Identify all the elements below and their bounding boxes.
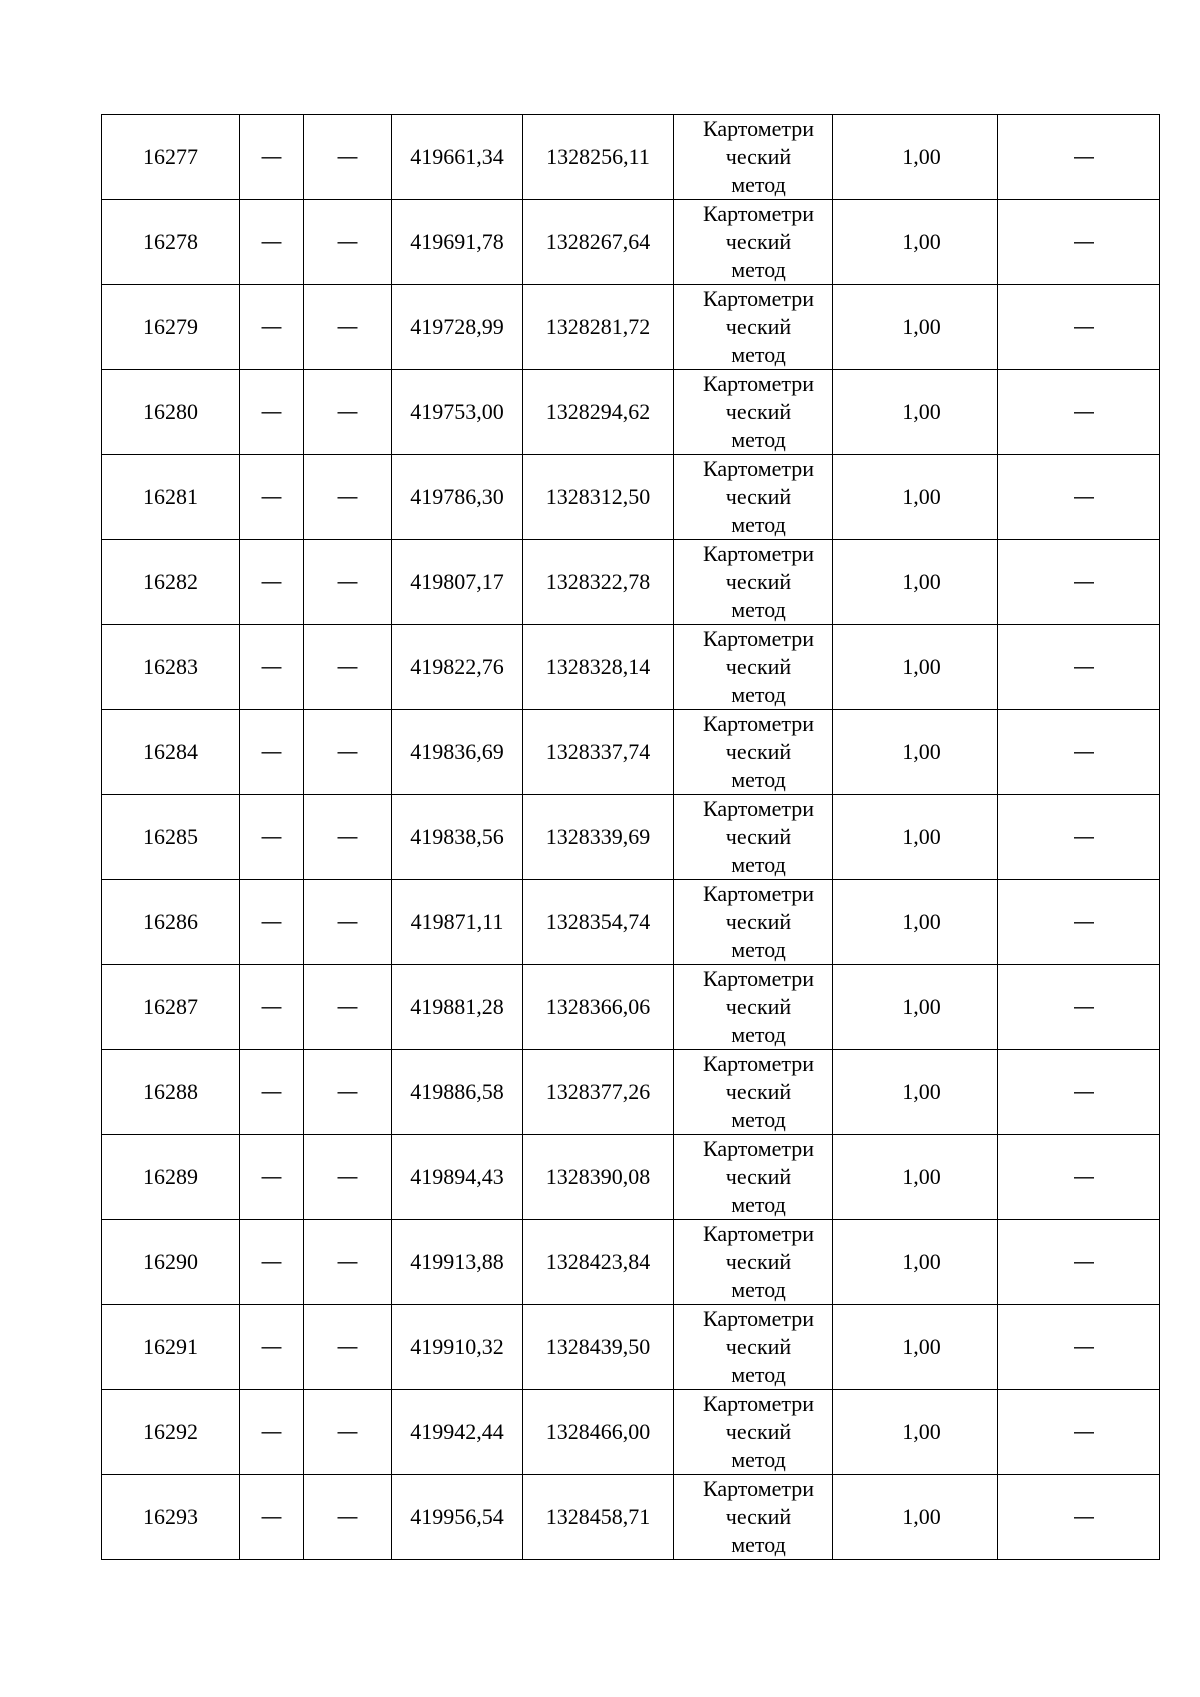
- method-text-line: Картометри: [702, 626, 815, 651]
- point-number-cell: 16291: [102, 1305, 240, 1390]
- method-cell: [674, 880, 833, 965]
- coordinates-table: [101, 114, 1160, 1560]
- y-coordinate-cell: 1328337,74: [523, 710, 674, 795]
- point-number-cell: 16278: [102, 200, 240, 285]
- precision-cell: 1,00: [833, 370, 998, 455]
- empty-value-cell: —: [304, 370, 392, 455]
- empty-value-cell: —: [304, 1390, 392, 1475]
- method-text-line: ческий: [725, 1419, 792, 1444]
- method-text-line: метод: [731, 512, 786, 537]
- point-number-cell: 16289: [102, 1135, 240, 1220]
- empty-value-cell: —: [240, 795, 304, 880]
- method-text-line: метод: [731, 342, 786, 367]
- x-coordinate-cell: 419871,11: [392, 880, 523, 965]
- method-text-line: ческий: [725, 569, 792, 594]
- empty-value-cell: —: [304, 1135, 392, 1220]
- empty-value-cell: —: [240, 455, 304, 540]
- precision-cell: 1,00: [833, 455, 998, 540]
- empty-value-cell: —: [998, 115, 1160, 200]
- point-number-cell: 16284: [102, 710, 240, 795]
- table-row: [102, 965, 1160, 1050]
- method-text-line: метод: [731, 1107, 786, 1132]
- method-text-line: метод: [731, 257, 786, 282]
- method-text-line: Картометри: [702, 1391, 815, 1416]
- method-text-line: Картометри: [702, 456, 815, 481]
- precision-cell: 1,00: [833, 625, 998, 710]
- y-coordinate-cell: 1328458,71: [523, 1475, 674, 1560]
- method-cell: [674, 795, 833, 880]
- empty-value-cell: —: [304, 1050, 392, 1135]
- point-number-cell: 16287: [102, 965, 240, 1050]
- method-text-line: ческий: [725, 229, 792, 254]
- empty-value-cell: —: [998, 1475, 1160, 1560]
- point-number-cell: 16285: [102, 795, 240, 880]
- y-coordinate-cell: 1328439,50: [523, 1305, 674, 1390]
- empty-value-cell: —: [240, 965, 304, 1050]
- x-coordinate-cell: 419753,00: [392, 370, 523, 455]
- method-cell: [674, 200, 833, 285]
- method-text-line: Картометри: [702, 286, 815, 311]
- y-coordinate-cell: 1328423,84: [523, 1220, 674, 1305]
- method-cell: [674, 370, 833, 455]
- empty-value-cell: —: [304, 1220, 392, 1305]
- point-number-cell: 16279: [102, 285, 240, 370]
- method-text-line: метод: [731, 427, 786, 452]
- empty-value-cell: —: [998, 200, 1160, 285]
- empty-value-cell: —: [240, 1220, 304, 1305]
- method-text-line: ческий: [725, 824, 792, 849]
- method-text-line: ческий: [725, 1504, 792, 1529]
- y-coordinate-cell: 1328294,62: [523, 370, 674, 455]
- empty-value-cell: —: [304, 880, 392, 965]
- method-cell: [674, 1220, 833, 1305]
- x-coordinate-cell: 419661,34: [392, 115, 523, 200]
- empty-value-cell: —: [240, 1305, 304, 1390]
- empty-value-cell: —: [998, 880, 1160, 965]
- empty-value-cell: —: [998, 1135, 1160, 1220]
- empty-value-cell: —: [240, 1475, 304, 1560]
- method-text-line: Картометри: [702, 966, 815, 991]
- method-text-line: ческий: [725, 1334, 792, 1359]
- empty-value-cell: —: [304, 455, 392, 540]
- method-text-line: метод: [731, 1277, 786, 1302]
- empty-value-cell: —: [240, 1390, 304, 1475]
- empty-value-cell: —: [998, 1390, 1160, 1475]
- point-number-cell: 16280: [102, 370, 240, 455]
- empty-value-cell: —: [998, 1050, 1160, 1135]
- precision-cell: 1,00: [833, 115, 998, 200]
- y-coordinate-cell: 1328328,14: [523, 625, 674, 710]
- x-coordinate-cell: 419786,30: [392, 455, 523, 540]
- table-row: [102, 455, 1160, 540]
- table-row: [102, 1135, 1160, 1220]
- precision-cell: 1,00: [833, 880, 998, 965]
- method-text-line: Картометри: [702, 1051, 815, 1076]
- method-text-line: Картометри: [702, 541, 815, 566]
- table-row: [102, 1475, 1160, 1560]
- method-text-line: метод: [731, 1022, 786, 1047]
- method-text-line: метод: [731, 1532, 786, 1557]
- method-text-line: Картометри: [702, 1306, 815, 1331]
- empty-value-cell: —: [304, 540, 392, 625]
- empty-value-cell: —: [998, 795, 1160, 880]
- empty-value-cell: —: [240, 200, 304, 285]
- method-cell: [674, 1305, 833, 1390]
- empty-value-cell: —: [240, 285, 304, 370]
- table-row: [102, 795, 1160, 880]
- method-text-line: метод: [731, 172, 786, 197]
- method-text-line: Картометри: [702, 796, 815, 821]
- method-text-line: метод: [731, 937, 786, 962]
- point-number-cell: 16282: [102, 540, 240, 625]
- x-coordinate-cell: 419807,17: [392, 540, 523, 625]
- empty-value-cell: —: [998, 370, 1160, 455]
- empty-value-cell: —: [240, 370, 304, 455]
- method-text-line: Картометри: [702, 881, 815, 906]
- x-coordinate-cell: 419886,58: [392, 1050, 523, 1135]
- method-text-line: Картометри: [702, 116, 815, 141]
- table-row: [102, 285, 1160, 370]
- empty-value-cell: —: [998, 965, 1160, 1050]
- point-number-cell: 16292: [102, 1390, 240, 1475]
- method-cell: [674, 965, 833, 1050]
- method-cell: [674, 710, 833, 795]
- table-row: [102, 540, 1160, 625]
- method-text-line: ческий: [725, 484, 792, 509]
- table-row: [102, 1220, 1160, 1305]
- precision-cell: 1,00: [833, 200, 998, 285]
- empty-value-cell: —: [304, 625, 392, 710]
- method-text-line: метод: [731, 852, 786, 877]
- method-cell: [674, 1390, 833, 1475]
- empty-value-cell: —: [240, 115, 304, 200]
- precision-cell: 1,00: [833, 795, 998, 880]
- method-text-line: ческий: [725, 739, 792, 764]
- precision-cell: 1,00: [833, 540, 998, 625]
- precision-cell: 1,00: [833, 1390, 998, 1475]
- method-cell: [674, 285, 833, 370]
- method-text-line: Картометри: [702, 1136, 815, 1161]
- method-text-line: ческий: [725, 994, 792, 1019]
- empty-value-cell: —: [998, 710, 1160, 795]
- method-text-line: Картометри: [702, 711, 815, 736]
- empty-value-cell: —: [998, 1305, 1160, 1390]
- x-coordinate-cell: 419881,28: [392, 965, 523, 1050]
- precision-cell: 1,00: [833, 1475, 998, 1560]
- y-coordinate-cell: 1328366,06: [523, 965, 674, 1050]
- empty-value-cell: —: [304, 285, 392, 370]
- method-text-line: Картометри: [702, 1221, 815, 1246]
- point-number-cell: 16288: [102, 1050, 240, 1135]
- method-text-line: ческий: [725, 909, 792, 934]
- empty-value-cell: —: [240, 625, 304, 710]
- method-text-line: метод: [731, 597, 786, 622]
- method-text-line: ческий: [725, 654, 792, 679]
- precision-cell: 1,00: [833, 710, 998, 795]
- method-text-line: ческий: [725, 144, 792, 169]
- empty-value-cell: —: [304, 710, 392, 795]
- method-cell: [674, 625, 833, 710]
- empty-value-cell: —: [240, 540, 304, 625]
- x-coordinate-cell: 419728,99: [392, 285, 523, 370]
- method-text-line: Картометри: [702, 201, 815, 226]
- table-row: [102, 1305, 1160, 1390]
- method-text-line: ческий: [725, 1164, 792, 1189]
- method-text-line: ческий: [725, 399, 792, 424]
- y-coordinate-cell: 1328339,69: [523, 795, 674, 880]
- x-coordinate-cell: 419894,43: [392, 1135, 523, 1220]
- table-row: [102, 880, 1160, 965]
- method-text-line: Картометри: [702, 371, 815, 396]
- precision-cell: 1,00: [833, 285, 998, 370]
- table-row: [102, 200, 1160, 285]
- empty-value-cell: —: [240, 1135, 304, 1220]
- x-coordinate-cell: 419913,88: [392, 1220, 523, 1305]
- empty-value-cell: —: [304, 1305, 392, 1390]
- x-coordinate-cell: 419838,56: [392, 795, 523, 880]
- x-coordinate-cell: 419942,44: [392, 1390, 523, 1475]
- x-coordinate-cell: 419836,69: [392, 710, 523, 795]
- method-text-line: ческий: [725, 314, 792, 339]
- table-row: [102, 625, 1160, 710]
- y-coordinate-cell: 1328312,50: [523, 455, 674, 540]
- table-row: [102, 1390, 1160, 1475]
- precision-cell: 1,00: [833, 965, 998, 1050]
- precision-cell: 1,00: [833, 1305, 998, 1390]
- x-coordinate-cell: 419691,78: [392, 200, 523, 285]
- empty-value-cell: —: [304, 965, 392, 1050]
- empty-value-cell: —: [240, 710, 304, 795]
- point-number-cell: 16281: [102, 455, 240, 540]
- method-text-line: метод: [731, 1362, 786, 1387]
- precision-cell: 1,00: [833, 1050, 998, 1135]
- method-cell: [674, 1475, 833, 1560]
- x-coordinate-cell: 419822,76: [392, 625, 523, 710]
- y-coordinate-cell: 1328281,72: [523, 285, 674, 370]
- y-coordinate-cell: 1328466,00: [523, 1390, 674, 1475]
- table-row: [102, 370, 1160, 455]
- empty-value-cell: —: [240, 880, 304, 965]
- table-row: [102, 1050, 1160, 1135]
- y-coordinate-cell: 1328354,74: [523, 880, 674, 965]
- point-number-cell: 16277: [102, 115, 240, 200]
- y-coordinate-cell: 1328390,08: [523, 1135, 674, 1220]
- method-text-line: метод: [731, 1192, 786, 1217]
- table-row: [102, 115, 1160, 200]
- method-text-line: Картометри: [702, 1476, 815, 1501]
- y-coordinate-cell: 1328377,26: [523, 1050, 674, 1135]
- y-coordinate-cell: 1328267,64: [523, 200, 674, 285]
- method-cell: [674, 1135, 833, 1220]
- table-body: [102, 115, 1160, 1560]
- point-number-cell: 16283: [102, 625, 240, 710]
- y-coordinate-cell: 1328256,11: [523, 115, 674, 200]
- method-text-line: ческий: [725, 1079, 792, 1104]
- method-cell: [674, 540, 833, 625]
- x-coordinate-cell: 419910,32: [392, 1305, 523, 1390]
- table-row: [102, 710, 1160, 795]
- method-cell: [674, 115, 833, 200]
- point-number-cell: 16290: [102, 1220, 240, 1305]
- empty-value-cell: —: [304, 200, 392, 285]
- empty-value-cell: —: [998, 1220, 1160, 1305]
- empty-value-cell: —: [304, 115, 392, 200]
- empty-value-cell: —: [998, 285, 1160, 370]
- empty-value-cell: —: [998, 455, 1160, 540]
- empty-value-cell: —: [998, 540, 1160, 625]
- method-text-line: метод: [731, 767, 786, 792]
- point-number-cell: 16293: [102, 1475, 240, 1560]
- method-cell: [674, 1050, 833, 1135]
- x-coordinate-cell: 419956,54: [392, 1475, 523, 1560]
- y-coordinate-cell: 1328322,78: [523, 540, 674, 625]
- method-text-line: метод: [731, 1447, 786, 1472]
- method-text-line: ческий: [725, 1249, 792, 1274]
- empty-value-cell: —: [304, 1475, 392, 1560]
- point-number-cell: 16286: [102, 880, 240, 965]
- empty-value-cell: —: [240, 1050, 304, 1135]
- precision-cell: 1,00: [833, 1220, 998, 1305]
- empty-value-cell: —: [998, 625, 1160, 710]
- method-cell: [674, 455, 833, 540]
- method-text-line: метод: [731, 682, 786, 707]
- precision-cell: 1,00: [833, 1135, 998, 1220]
- empty-value-cell: —: [304, 795, 392, 880]
